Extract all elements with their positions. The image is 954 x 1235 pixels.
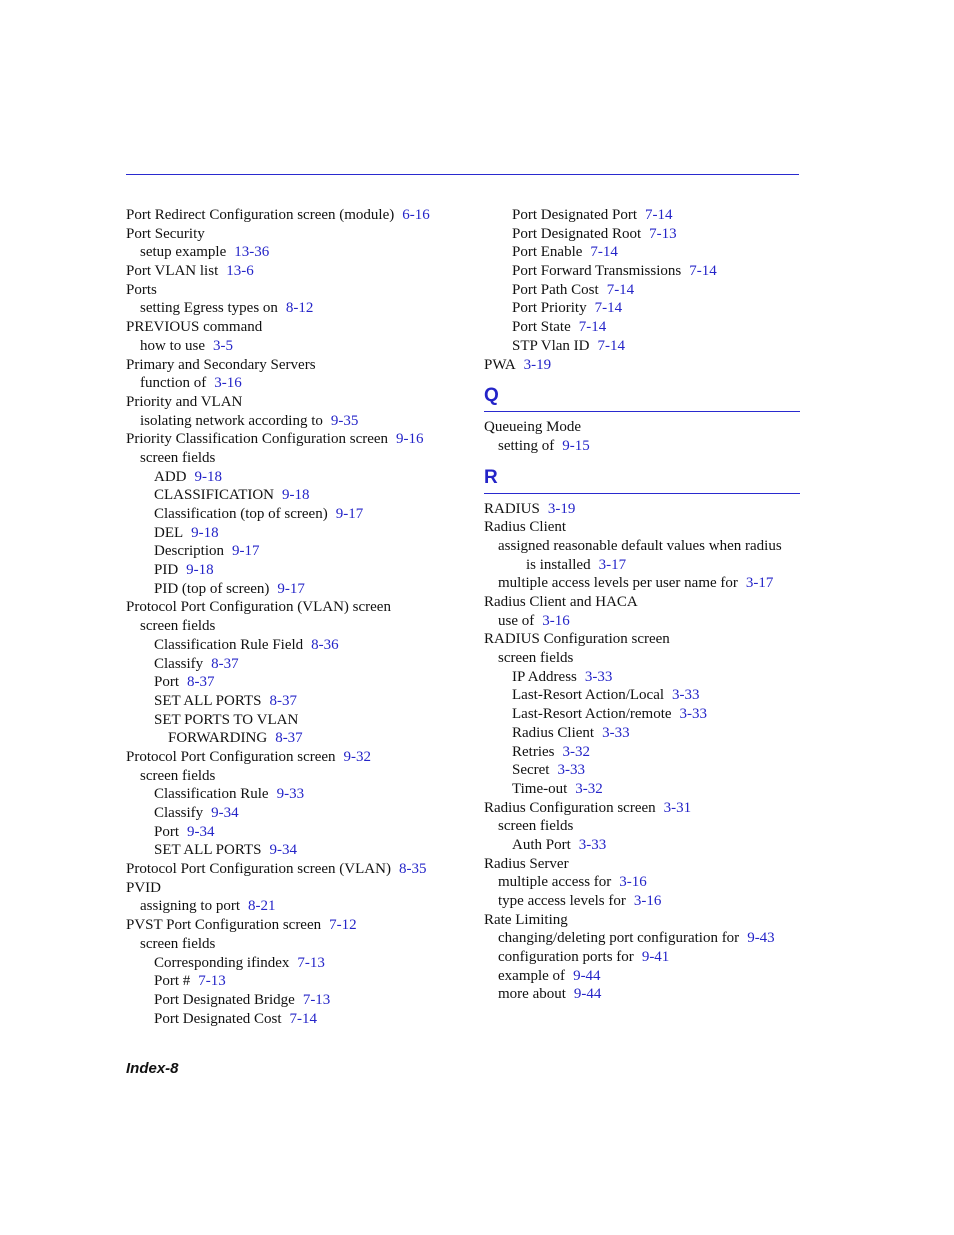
index-entry — [484, 500, 800, 519]
index-entry — [484, 686, 800, 705]
index-entry-text: Classify — [154, 655, 204, 672]
index-page-ref-link[interactable]: 9-18 — [194, 468, 222, 485]
index-entry-text: Classification (top of screen) — [154, 506, 328, 522]
index-entry — [126, 860, 466, 879]
index-entry — [126, 1010, 466, 1029]
index-entry-text: DEL — [154, 524, 184, 541]
index-entry — [484, 593, 800, 612]
index-entry — [126, 412, 466, 431]
index-entry — [484, 418, 800, 437]
index-entry — [126, 524, 466, 543]
index-page-ref-link[interactable]: 8-37 — [211, 655, 239, 672]
index-entry — [126, 748, 466, 767]
index-entry — [484, 929, 800, 948]
index-entry-text: Classify — [154, 805, 204, 821]
index-entry — [484, 437, 800, 456]
index-entry-text: Description — [154, 543, 224, 560]
index-entry-text: SET ALL PORTS — [154, 842, 262, 859]
index-entry — [484, 318, 800, 337]
index-page-ref-link[interactable]: 6-16 — [402, 207, 430, 223]
index-entry-text: Time-out — [512, 780, 568, 797]
index-page-ref-link[interactable]: 9-44 — [573, 986, 602, 1003]
index-entry-text: setting Egress types on — [140, 300, 278, 317]
index-page-ref-link[interactable]: 9-32 — [343, 748, 372, 765]
index-page-ref-link[interactable]: 7-14 — [578, 319, 607, 336]
index-page-ref-link[interactable]: 7-13 — [198, 973, 226, 990]
index-page-ref-link[interactable]: 3-19 — [523, 356, 552, 373]
index-entry — [126, 916, 466, 935]
index-entry-text: Port — [154, 823, 180, 840]
index-page-ref-link[interactable]: 3-16 — [214, 375, 242, 392]
index-entry-text: Priority and VLAN — [126, 393, 243, 410]
index-page-ref-link[interactable]: 9-15 — [562, 437, 590, 454]
index-page-ref-link[interactable]: 7-14 — [594, 300, 623, 317]
index-entry-text: RADIUS Configuration screen — [484, 631, 670, 648]
index-entry — [126, 935, 466, 954]
index-entry-text: screen fields — [140, 618, 216, 635]
index-entry-text: STP Vlan ID — [512, 337, 590, 354]
index-page-ref-link[interactable]: 9-34 — [187, 823, 215, 840]
index-entry — [484, 948, 800, 967]
index-entry-text: more about — [498, 986, 566, 1003]
index-entry-text: Port Path Cost — [512, 281, 599, 298]
index-page-ref-link[interactable]: 7-14 — [689, 263, 717, 280]
index-page-ref-link[interactable]: 9-33 — [276, 786, 305, 803]
index-entry-text: Queueing Mode — [484, 419, 582, 436]
page-footer-label: Index-8 — [126, 1060, 179, 1077]
index-entry — [126, 206, 466, 225]
index-entry-text: type access levels for — [498, 893, 626, 909]
index-entry-text: Radius Client — [512, 724, 595, 741]
index-entry — [126, 767, 466, 786]
index-entry-text: Ports — [126, 281, 157, 298]
index-entry — [126, 318, 466, 337]
index-entry-text: Corresponding ifindex — [154, 954, 290, 971]
index-entry — [126, 598, 466, 617]
index-entry — [484, 817, 800, 836]
index-entry-text: Classification Rule Field — [154, 636, 304, 653]
index-entry — [126, 954, 466, 973]
index-entry — [126, 262, 466, 281]
index-entry — [484, 967, 800, 986]
index-entry — [126, 785, 466, 804]
index-entry-text: Rate Limiting — [484, 911, 568, 928]
index-entry-text: Protocol Port Configuration screen — [126, 748, 336, 765]
index-entry — [484, 556, 800, 575]
index-entry — [126, 655, 466, 674]
index-page-ref-link[interactable]: 9-34 — [269, 842, 297, 859]
index-column-right — [484, 206, 800, 1004]
index-entry — [126, 841, 466, 860]
index-entry-text: PVST Port Configuration screen — [126, 917, 322, 934]
index-entry — [126, 243, 466, 262]
index-page-ref-link[interactable]: 3-33 — [584, 668, 613, 685]
index-entry-text: Last-Resort Action/remote — [512, 706, 672, 723]
index-entry — [484, 299, 800, 318]
index-entry — [484, 281, 800, 300]
index-entry — [484, 668, 800, 687]
index-entry — [126, 374, 466, 393]
index-page-ref-link[interactable]: 9-16 — [396, 431, 424, 448]
index-entry-text: screen fields — [140, 449, 216, 466]
index-entry-text: Port Designated Port — [512, 207, 637, 223]
index-entry — [126, 299, 466, 318]
index-page-ref-link[interactable]: 3-19 — [547, 500, 576, 517]
index-page-ref-link[interactable]: 7-12 — [329, 917, 357, 934]
index-entry-text: Port Designated Root — [512, 225, 642, 242]
index-page-ref-link[interactable]: 3-17 — [598, 556, 627, 573]
index-page-ref-link[interactable]: 3-33 — [578, 836, 607, 853]
index-page-ref-link[interactable]: 3-32 — [575, 780, 603, 797]
index-entry — [126, 281, 466, 300]
index-entry-text: Last-Resort Action/Local — [512, 687, 665, 704]
index-page-ref-link[interactable]: 13-6 — [226, 263, 254, 280]
index-entry-text: Classification Rule — [154, 786, 269, 803]
index-entry-text: PWA — [484, 356, 516, 373]
index-entry-text: Port Priority — [512, 300, 587, 317]
index-entry-text: CLASSIFICATION — [154, 487, 275, 504]
section-rule — [484, 493, 800, 494]
index-entry-text: configuration ports for — [498, 949, 634, 966]
section-letter-heading: R — [484, 466, 498, 488]
index-page-ref-link[interactable]: 8-37 — [187, 674, 215, 691]
index-entry-text: Priority Classification Configuration screen — [126, 431, 389, 448]
section-letter-heading: Q — [484, 385, 499, 407]
index-entry-text: SET PORTS TO VLAN — [154, 711, 299, 728]
index-entry — [126, 505, 466, 524]
index-page-ref-link[interactable]: 9-18 — [186, 562, 214, 579]
index-entry — [126, 692, 466, 711]
index-entry-text: Port Forward Transmissions — [512, 263, 682, 280]
index-entry — [484, 225, 800, 244]
index-entry — [126, 430, 466, 449]
index-entry-text: function of — [140, 375, 207, 392]
index-entry-text: Port Designated Bridge — [154, 991, 295, 1008]
index-entry-text: multiple access levels per user name for — [498, 575, 738, 592]
index-entry-text: Port VLAN list — [126, 263, 219, 280]
index-entry-text: ADD — [154, 468, 187, 485]
index-entry-text: Port Redirect Configuration screen (module) — [126, 207, 395, 223]
index-page-ref-link[interactable]: 7-14 — [597, 337, 626, 354]
index-entry-text: setting of — [498, 437, 555, 454]
index-entry — [126, 225, 466, 244]
index-page-ref-link[interactable]: 8-36 — [311, 636, 339, 653]
section-rule — [484, 411, 800, 412]
index-page-ref-link[interactable]: 9-44 — [573, 967, 601, 984]
index-entry — [484, 243, 800, 262]
index-page-ref-link[interactable]: 7-14 — [289, 1010, 317, 1027]
index-entry — [126, 542, 466, 561]
index-entry-text: PID — [154, 562, 179, 579]
index-entry — [126, 449, 466, 468]
index-page-ref-link[interactable]: 9-17 — [335, 506, 364, 522]
index-entry — [126, 393, 466, 412]
index-entry-text: Port State — [512, 319, 571, 336]
index-entry — [484, 892, 800, 911]
index-page-ref-link[interactable]: 9-17 — [277, 580, 305, 597]
index-entry — [484, 537, 800, 556]
index-entry-text: PREVIOUS command — [126, 319, 263, 336]
index-page-ref-link[interactable]: 3-32 — [562, 743, 590, 760]
index-page-ref-link[interactable]: 9-34 — [211, 805, 239, 821]
index-entry — [126, 897, 466, 916]
index-entry — [484, 612, 800, 631]
index-page-ref-link[interactable]: 7-13 — [297, 954, 325, 971]
index-entry-text: screen fields — [498, 818, 574, 835]
index-entry — [126, 673, 466, 692]
index-entry-text: Port Enable — [512, 244, 583, 261]
index-entry — [484, 262, 800, 281]
index-entry — [484, 206, 800, 225]
index-page-ref-link[interactable]: 9-17 — [231, 543, 260, 560]
index-entry — [484, 356, 800, 375]
index-entry — [126, 486, 466, 505]
index-entry — [126, 972, 466, 991]
index-page-ref-link[interactable]: 3-5 — [213, 337, 233, 354]
index-entry — [126, 636, 466, 655]
index-entry-text: SET ALL PORTS — [154, 692, 262, 709]
index-page-ref-link[interactable]: 3-33 — [557, 762, 585, 779]
index-entry — [126, 468, 466, 487]
index-entry — [126, 337, 466, 356]
index-page-ref-link[interactable]: 3-17 — [745, 575, 774, 592]
index-page-ref-link[interactable]: 7-14 — [606, 281, 635, 298]
index-page-ref-link[interactable]: 9-41 — [641, 949, 670, 966]
index-entry-text: changing/deleting port configuration for — [498, 930, 740, 947]
index-entry-text: setup example — [140, 244, 227, 261]
index-entry-text: screen fields — [140, 767, 216, 784]
index-entry-text: assigning to port — [140, 898, 240, 915]
index-page-ref-link[interactable]: 7-13 — [649, 225, 677, 242]
index-entry — [126, 729, 466, 748]
index-entry-text: Secret — [512, 762, 550, 779]
index-entry — [484, 649, 800, 668]
index-entry — [126, 617, 466, 636]
index-page-ref-link[interactable]: 13-36 — [234, 244, 270, 261]
index-page-ref-link[interactable]: 9-35 — [330, 412, 359, 429]
index-page-ref-link[interactable]: 9-18 — [282, 487, 310, 504]
index-page-ref-link[interactable]: 8-35 — [398, 861, 427, 878]
index-entry-text: Port # — [154, 973, 191, 990]
index-page-ref-link[interactable]: 9-43 — [747, 930, 775, 947]
index-entry-text: Port — [154, 674, 180, 691]
index-entry — [484, 724, 800, 743]
index-entry-text: IP Address — [512, 668, 577, 685]
index-entry-text: screen fields — [140, 935, 216, 952]
index-entry-text: Auth Port — [512, 836, 571, 853]
index-page-ref-link[interactable]: 8-37 — [269, 692, 297, 709]
index-entry — [126, 561, 466, 580]
index-entry-text: Radius Server — [484, 855, 569, 872]
index-entry-text: Protocol Port Configuration screen (VLAN) — [126, 861, 391, 878]
index-entry — [484, 337, 800, 356]
index-entry-text: screen fields — [498, 650, 574, 667]
index-entry — [126, 804, 466, 823]
index-entry — [126, 991, 466, 1010]
index-page-ref-link[interactable]: 8-37 — [275, 730, 303, 747]
index-column-left — [126, 206, 466, 1028]
index-entry-text: Port Designated Cost — [154, 1010, 282, 1027]
index-entry-text: FORWARDING — [168, 730, 268, 747]
index-entry — [126, 823, 466, 842]
index-entry — [126, 711, 466, 730]
index-page-ref-link[interactable]: 7-13 — [302, 991, 331, 1008]
index-entry-text: Radius Client and HACA — [484, 594, 638, 610]
index-page-ref-link[interactable]: 3-16 — [542, 612, 570, 629]
index-entry — [484, 761, 800, 780]
index-entry-text: Retries — [512, 743, 555, 760]
index-entry-text: Radius Configuration screen — [484, 799, 656, 816]
index-entry — [484, 780, 800, 799]
index-entry — [126, 879, 466, 898]
index-entry-text: example of — [498, 967, 566, 984]
index-entry — [484, 836, 800, 855]
index-page-ref-link[interactable]: 8-12 — [285, 300, 314, 317]
index-entry — [484, 855, 800, 874]
index-entry-text: how to use — [140, 337, 205, 354]
index-entry-text: use of — [498, 612, 535, 629]
index-page-ref-link[interactable]: 3-16 — [619, 874, 647, 891]
index-entry-text: Primary and Secondary Servers — [126, 356, 316, 373]
index-entry-text: Port Security — [126, 225, 205, 242]
index-entry — [484, 799, 800, 818]
index-page-ref-link[interactable]: 3-33 — [679, 706, 708, 723]
index-entry — [484, 911, 800, 930]
index-entry-text: multiple access for — [498, 874, 612, 891]
index-entry-text: assigned reasonable default values when radius — [498, 537, 782, 554]
index-entry — [484, 574, 800, 593]
index-page-ref-link[interactable]: 7-14 — [590, 244, 618, 261]
index-page-ref-link[interactable]: 8-21 — [248, 898, 276, 915]
index-entry-text: isolating network according to — [140, 412, 323, 429]
top-rule — [126, 174, 799, 175]
index-entry — [126, 356, 466, 375]
index-entry-text: RADIUS — [484, 500, 540, 517]
index-entry — [126, 580, 466, 599]
index-entry-text: is installed — [526, 556, 591, 573]
index-page-ref-link[interactable]: 3-33 — [672, 687, 700, 704]
index-entry — [484, 873, 800, 892]
index-entry — [484, 630, 800, 649]
index-page-ref-link[interactable]: 9-18 — [191, 524, 219, 541]
index-page-ref-link[interactable]: 7-14 — [645, 207, 673, 223]
index-entry — [484, 705, 800, 724]
index-entry-text: PID (top of screen) — [154, 580, 270, 597]
index-page-ref-link[interactable]: 3-16 — [633, 893, 662, 909]
index-page-ref-link[interactable]: 3-33 — [602, 724, 630, 741]
index-entry — [484, 518, 800, 537]
index-page-ref-link[interactable]: 3-31 — [663, 799, 692, 816]
index-entry-text: Radius Client — [484, 519, 567, 536]
index-entry-text: PVID — [126, 879, 162, 896]
index-entry — [484, 743, 800, 762]
index-entry-text: Protocol Port Configuration (VLAN) screen — [126, 599, 391, 616]
index-entry — [484, 985, 800, 1004]
